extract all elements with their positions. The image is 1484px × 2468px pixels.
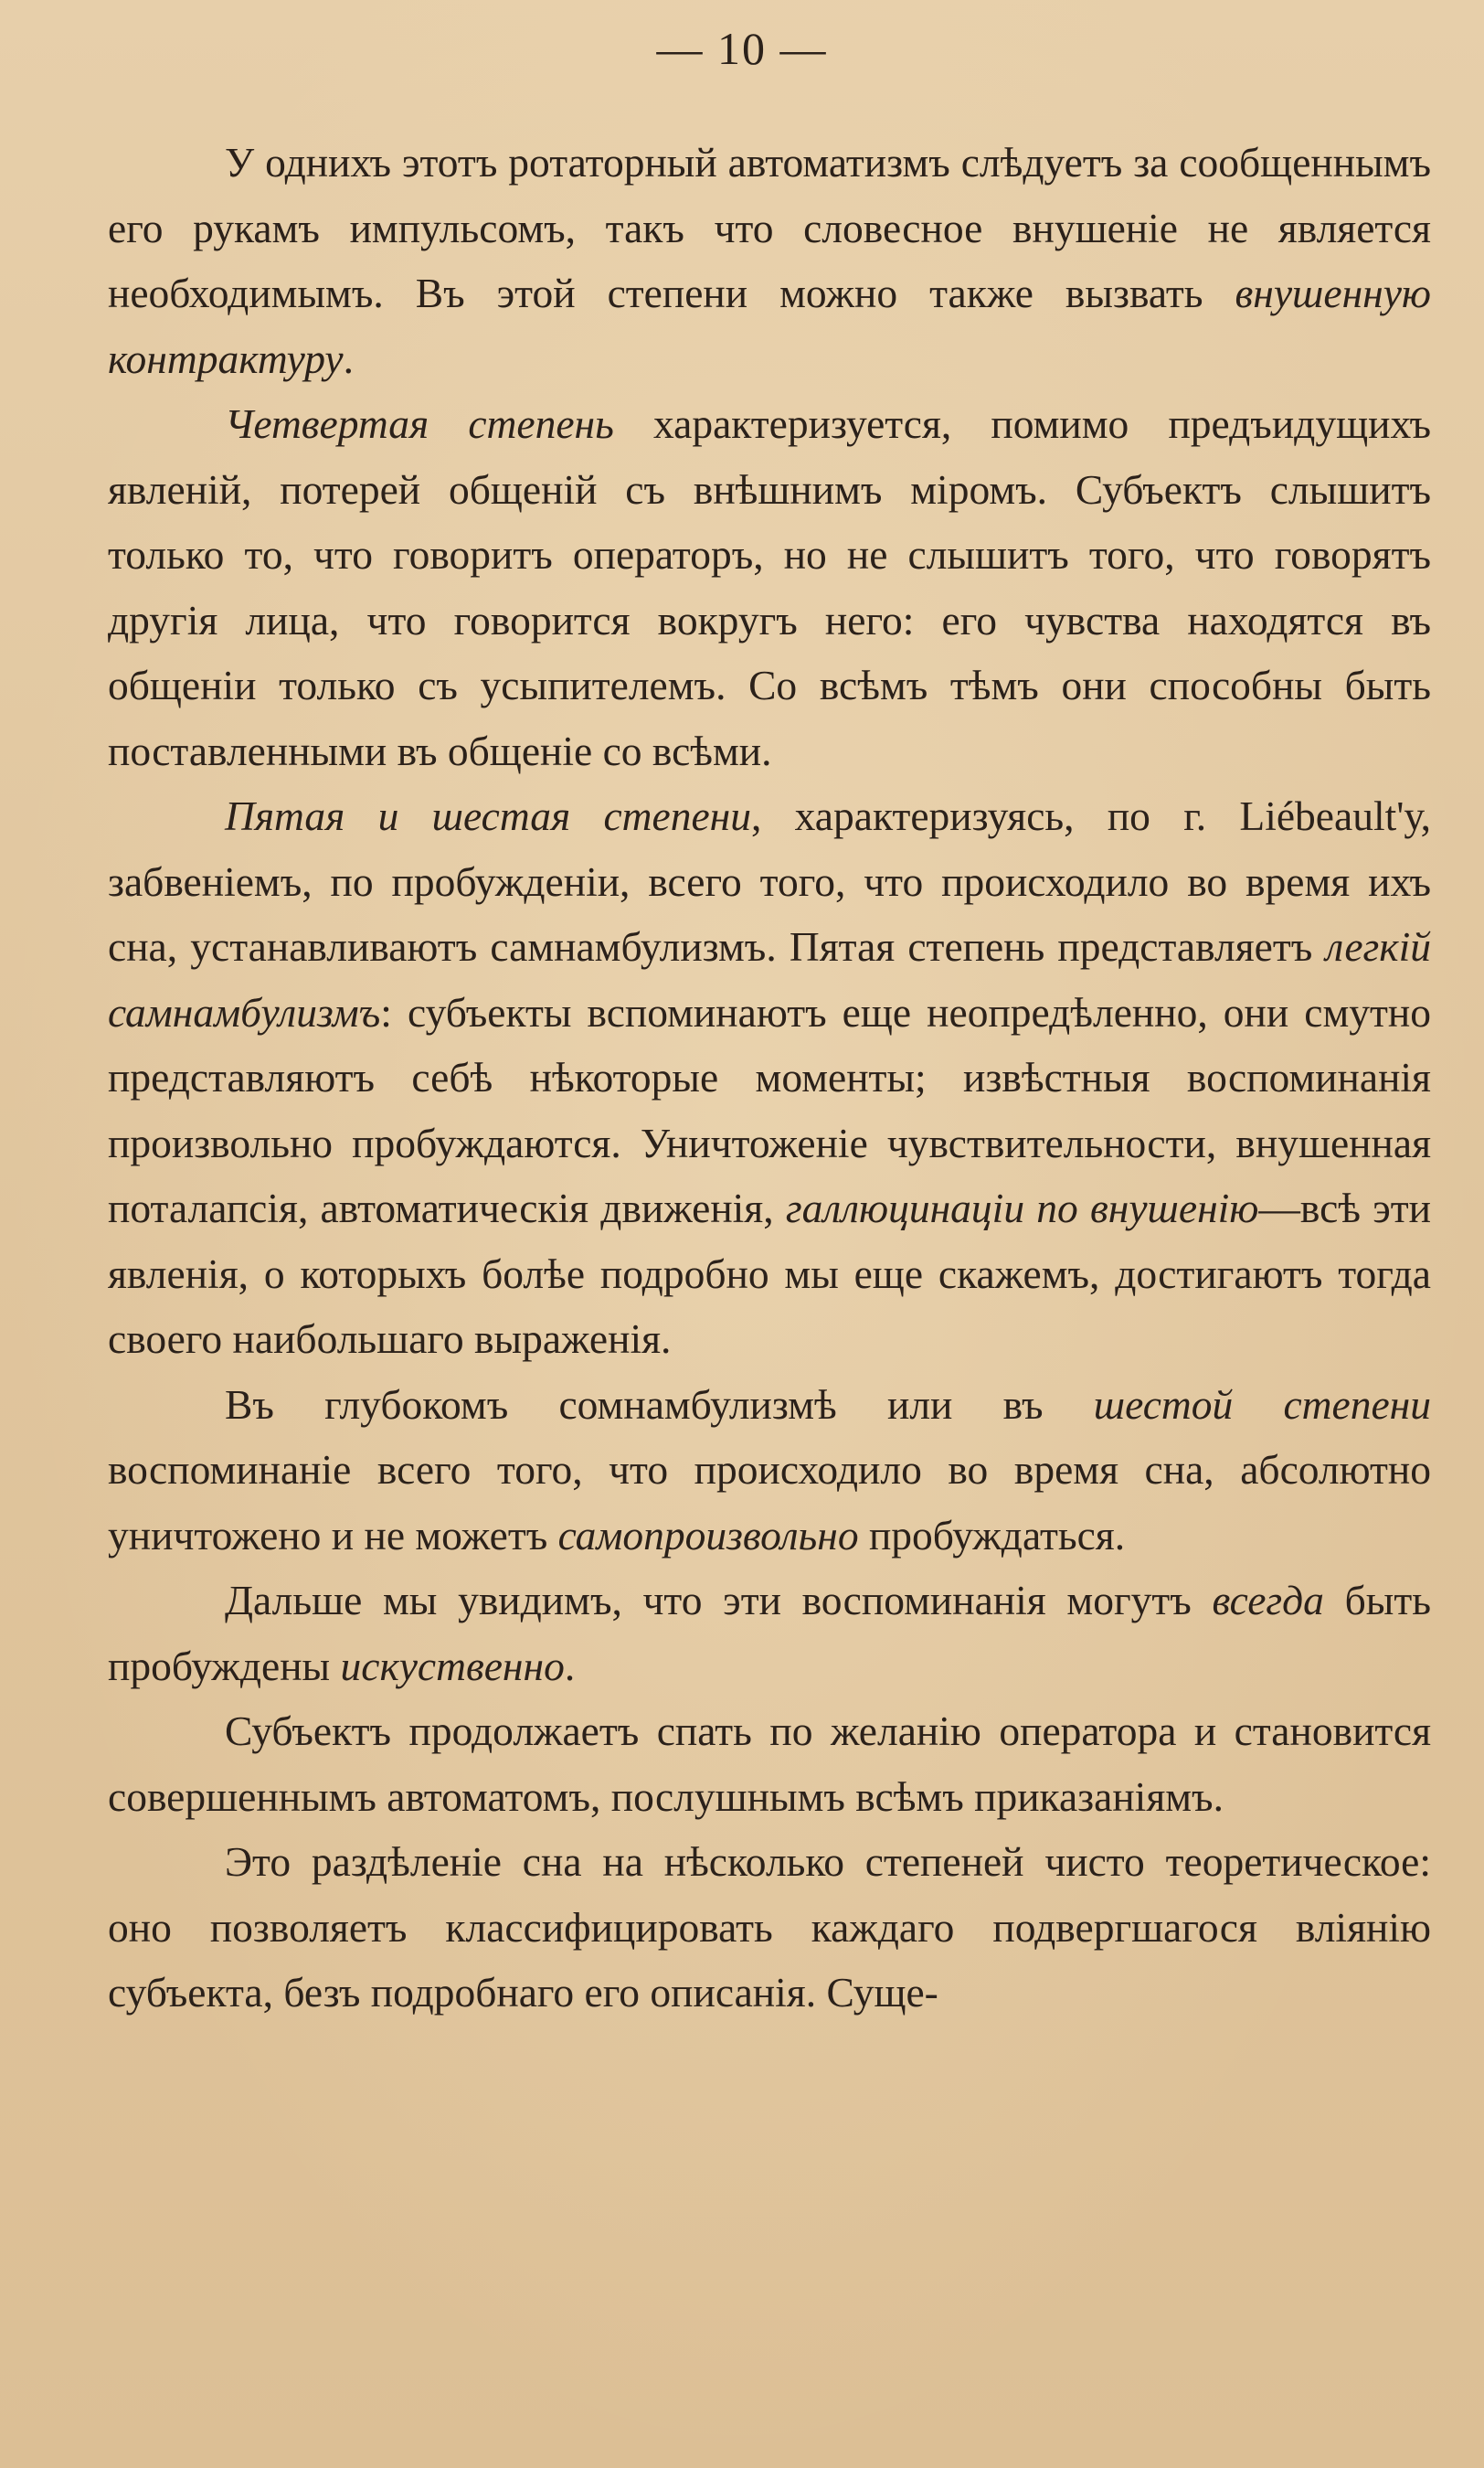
text-run: пробуждаться. (858, 1511, 1126, 1558)
italic-run: внушенную контрактуру (108, 270, 1431, 382)
text-run: воспоминаніе всего того, что происходило во время сна, абсолютно уничтожено и не можетъ (108, 1446, 1431, 1558)
text-run: : субъекты вспоминаютъ еще неопредѣленно, они смутно представляютъ себѣ нѣкоторые моменты; извѣстныя воспоминанія произвольно пробуждаются. Уничтоженіе чувствительности, внушенная поталапсія, автоматическія движенія, (108, 988, 1431, 1231)
text-run: —всѣ эти явленія, о которыхъ болѣе подробно мы еще скажемъ, достигаютъ тогда своего наибольшаго выраженія. (108, 1185, 1431, 1362)
paragraph-7 (108, 1829, 1431, 2026)
paragraph-3 (108, 783, 1431, 1372)
italic-run: всегда (1212, 1577, 1324, 1623)
text-run: Субъектъ продолжаетъ спать по желанію оператора и становится совершеннымъ автоматомъ, послушнымъ всѣмъ приказаніямъ. (108, 1707, 1431, 1820)
italic-run: искуственно (340, 1642, 565, 1689)
text-run: быть пробуждены (108, 1577, 1431, 1689)
paragraph-6 (108, 1698, 1431, 1829)
text-run: . (564, 1642, 576, 1689)
page-number: — 10 — (656, 23, 828, 74)
italic-run: шестой степени (1093, 1380, 1432, 1428)
italic-run: Четвертая степень (225, 400, 614, 447)
paragraph-4 (108, 1372, 1431, 1569)
text-run: , характеризуясь, по г. Liébeault'у, забвеніемъ, по пробужденіи, всего того, что происходило во время ихъ сна, устанавливаютъ самнамбулизмъ. Пятая степень представляетъ (108, 793, 1432, 970)
text-run: характеризуется, помимо предъидущихъ явленій, потерей общеній съ внѣшнимъ міромъ. Субъектъ слышитъ только то, что говоритъ операторъ, но не слышитъ того, что говорятъ другія лица, что говорится вокругъ него: его чувства находятся въ общеніи только съ усыпителемъ. Со всѣмъ тѣмъ они способны быть поставленными въ общеніе со всѣми. (108, 400, 1431, 774)
text-run: Это раздѣленіе сна на нѣсколько степеней чисто теоретическое: оно позволяетъ классифицировать каждаго подвергшагося вліянію субъекта, безъ подробнаго его описанія. Суще- (108, 1838, 1431, 2016)
text-run: Дальше мы увидимъ, что эти воспоминанія могутъ (225, 1577, 1213, 1623)
paragraph-2 (108, 391, 1431, 783)
italic-run: Пятая и шестая степени (225, 793, 751, 839)
italic-run: галлюцинаціи по внушенію (785, 1185, 1259, 1231)
text-run: . (343, 335, 354, 382)
italic-run: легкій самнамбулизмъ (108, 923, 1431, 1036)
text-run: У однихъ этотъ ротаторный автоматизмъ слѣдуетъ за сообщеннымъ его рукамъ импульсомъ, такъ что словесное внушеніе не является необходимымъ. Въ этой степени можно также вызвать (108, 139, 1431, 316)
italic-run: самопроизвольно (557, 1511, 859, 1558)
paragraph-1 (108, 130, 1431, 391)
body-text (108, 130, 1431, 2026)
paragraph-5 (108, 1568, 1431, 1698)
text-run: Въ глубокомъ сомнамбулизмѣ или въ (225, 1380, 1094, 1428)
